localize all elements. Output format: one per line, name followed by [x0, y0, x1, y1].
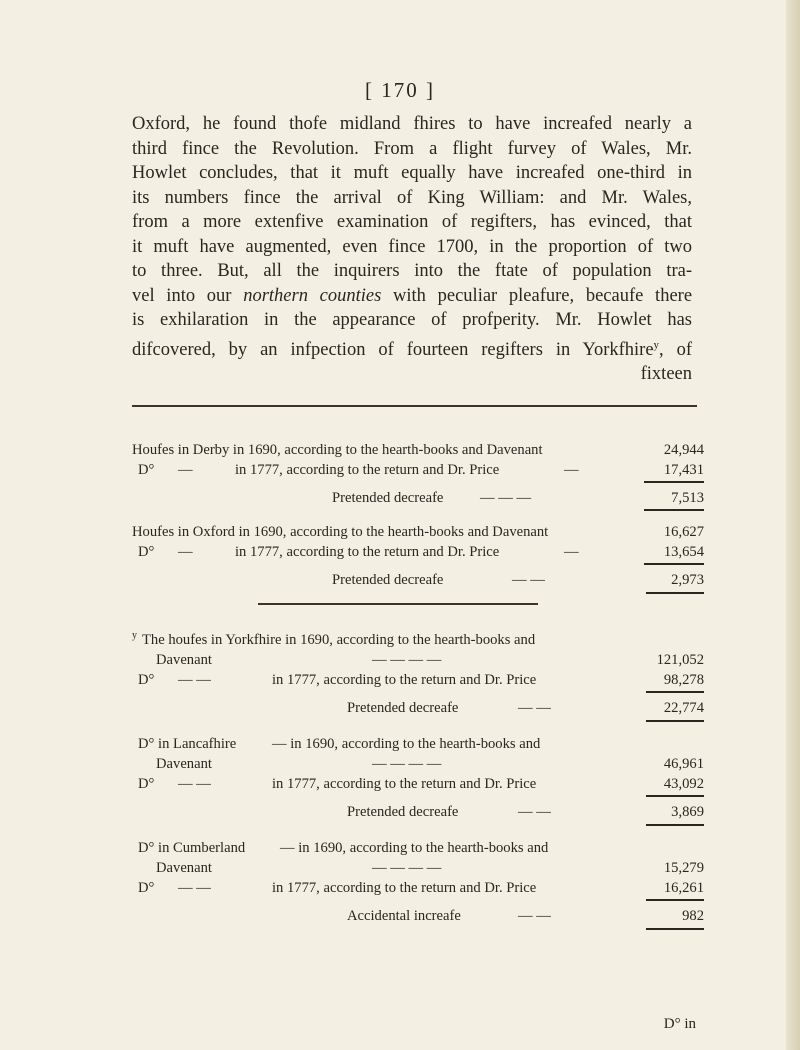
row-dashes: — —: [178, 880, 211, 896]
row-text: The houfes in Yorkfhire in 1690, according to the hearth-books and: [142, 632, 536, 648]
table-row: [132, 630, 704, 650]
row-dashes: — —: [512, 572, 545, 588]
row-value: 7,513: [671, 490, 704, 506]
row-text: in 1777, according to the return and Dr. Price: [272, 672, 537, 688]
sum-rule: [646, 795, 704, 797]
page-edge: [786, 0, 800, 1050]
table-row: [132, 570, 704, 590]
row-center-label: Pretended decreafe: [347, 804, 459, 820]
row-value: 121,052: [656, 652, 704, 668]
table-row: [132, 460, 704, 480]
text-fragment: vel into our: [132, 285, 232, 306]
text-fragment: difcovered, by an infpection of fourteen regifters in Yorkfhire: [132, 339, 654, 360]
section-rule: [132, 405, 697, 407]
table-row: [132, 878, 704, 898]
table-row: [132, 670, 704, 690]
table-row: [132, 440, 704, 460]
row-center-label: Pretended decreafe: [347, 700, 459, 716]
row-text: in 1777, according to the return and Dr. Price: [272, 880, 537, 896]
row-value: 16,261: [663, 880, 704, 896]
sum-rule: [646, 928, 704, 930]
row-text: — in 1690, according to the hearth-books and: [280, 840, 549, 856]
row-text: Davenant: [156, 652, 212, 668]
footnote-marker: y: [132, 630, 137, 641]
table-row: [132, 802, 704, 822]
table-row: [132, 774, 704, 794]
row-ditto: D°: [138, 544, 155, 560]
text-fragment: with peculiar pleafure, becaufe there: [393, 285, 693, 306]
row-ditto: D°: [138, 462, 155, 478]
text-line: third fince the Revolution. From a flight furvey of Wales, Mr.: [132, 138, 692, 159]
row-dash: —: [564, 544, 579, 560]
row-value: 43,092: [663, 776, 704, 792]
footnote-rule: [258, 603, 538, 605]
row-value: 24,944: [663, 442, 704, 458]
footnote-table: [132, 630, 704, 926]
text-line: [132, 333, 692, 363]
sum-rule: [644, 509, 704, 511]
page-number: [ 170 ]: [365, 78, 435, 102]
row-dashes: — —: [178, 776, 211, 792]
table-row: [132, 858, 704, 878]
text-fragment: , of: [659, 339, 692, 360]
row-value: 15,279: [663, 860, 704, 876]
table-row: [132, 650, 704, 670]
row-text: in 1777, according to the return and Dr. Price: [235, 462, 500, 478]
text-line: Howlet concludes, that it muft equally have increafed one-third in: [132, 163, 692, 183]
row-text: — in 1690, according to the hearth-books and: [272, 736, 541, 752]
row-dashes: — —: [518, 908, 551, 924]
table-row: [132, 698, 704, 718]
body-paragraph: [132, 112, 692, 387]
row-value: 3,869: [671, 804, 704, 820]
row-center-label: Pretended decreafe: [332, 490, 444, 506]
sum-rule: [646, 899, 704, 901]
row-value: 22,774: [663, 700, 704, 716]
text-line: is exhilaration in the appearance of profperity. Mr. Howlet has: [132, 310, 692, 330]
catchword: D° in: [663, 1016, 696, 1032]
row-text: Davenant: [156, 756, 212, 772]
statistics-table: [132, 440, 704, 590]
row-text: in 1777, according to the return and Dr. Price: [272, 776, 537, 792]
sum-rule: [646, 592, 704, 594]
row-dash: —: [564, 462, 579, 478]
row-dash: —: [178, 544, 193, 560]
row-value: 46,961: [663, 756, 704, 772]
sum-rule: [646, 720, 704, 722]
row-ditto: D°: [138, 880, 155, 896]
table-row: [132, 754, 704, 774]
row-label: D° in Lancafhire: [138, 736, 237, 752]
row-center-label: Pretended decreafe: [332, 572, 444, 588]
table-row: [132, 542, 704, 562]
table-row: [132, 488, 704, 508]
row-center-label: Accidental increafe: [347, 908, 461, 924]
sum-rule: [644, 481, 704, 483]
row-dashes: — —: [518, 804, 551, 820]
row-label: D° in Cumberland: [138, 840, 246, 856]
text-line: [132, 284, 692, 309]
row-value: 13,654: [663, 544, 704, 560]
row-dashes: — — — —: [372, 652, 442, 668]
row-ditto: D°: [138, 672, 155, 688]
text-line: to three. But, all the inquirers into the ftate of population tra-: [132, 261, 692, 281]
table-row: [132, 906, 704, 926]
row-text: Davenant: [156, 860, 212, 876]
row-value: 98,278: [663, 672, 704, 688]
row-value: 2,973: [671, 572, 704, 588]
text-line: fixteen: [640, 364, 692, 385]
sum-rule: [646, 824, 704, 826]
text-line: Oxford, he found thofe midland fhires to have increafed nearly a: [132, 114, 692, 134]
table-row: [132, 838, 704, 858]
text-line: from a more extenfive examination of regifters, has evinced, that: [132, 212, 692, 232]
row-value: 16,627: [663, 524, 704, 540]
row-label: Houfes in Oxford in 1690, according to the hearth-books and Davenant: [132, 524, 549, 540]
row-ditto: D°: [138, 776, 155, 792]
table-row: [132, 734, 704, 754]
sum-rule: [644, 563, 704, 565]
table-row: [132, 522, 704, 542]
text-line: it muft have augmented, even fince 1700, in the proportion of two: [132, 236, 692, 257]
sum-rule: [646, 691, 704, 693]
row-dash: —: [178, 462, 193, 478]
footnote-marker: y: [653, 338, 660, 351]
italic-phrase: northern counties: [243, 285, 382, 306]
text-line: its numbers fince the arrival of King William: and Mr. Wales,: [132, 187, 692, 208]
row-dashes: — — —: [480, 490, 532, 506]
row-dashes: — —: [178, 672, 211, 688]
row-dashes: — — — —: [372, 756, 442, 772]
row-value: 17,431: [663, 462, 704, 478]
row-dashes: — —: [518, 700, 551, 716]
row-label: Houfes in Derby in 1690, according to the hearth-books and Davenant: [132, 442, 543, 458]
row-value: 982: [682, 908, 704, 924]
row-dashes: — — — —: [372, 860, 442, 876]
row-text: in 1777, according to the return and Dr. Price: [235, 544, 500, 560]
